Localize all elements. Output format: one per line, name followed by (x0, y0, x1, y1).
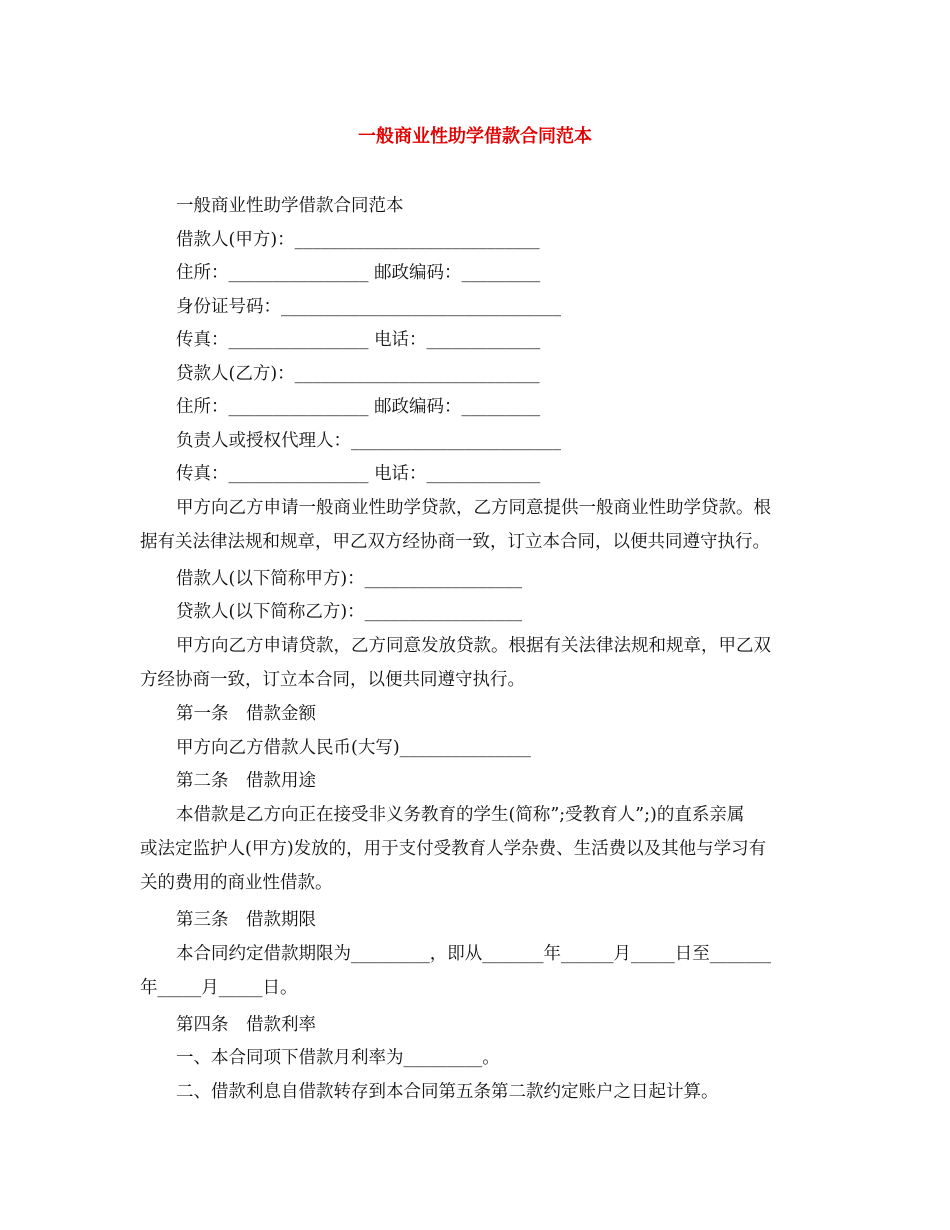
paragraph-line: 或法定监护人(甲方)发放的，用于支付受教育人学杂费、生活费以及其他与学习有 (140, 839, 767, 859)
paragraph-line: 本合同约定借款期限为_________，即从_______年______月_____日至_______ (176, 944, 771, 964)
article-heading: 第三条 借款期限 (176, 910, 316, 930)
doc-subtitle: 一般商业性助学借款合同范本 (176, 196, 404, 216)
borrower-short-field: 借款人(以下简称甲方)：__________________ (176, 569, 523, 589)
lender-field: 贷款人(乙方)：____________________________ (176, 364, 540, 384)
borrower-fax-phone-field: 传真：________________ 电话：_____________ (176, 330, 541, 350)
document-title: 一般商业性助学借款合同范本 (358, 126, 592, 147)
paragraph-line: 甲方向乙方申请一般商业性助学贷款，乙方同意提供一般商业性助学贷款。根 (176, 498, 771, 518)
borrower-address-field: 住所：________________ 邮政编码：_________ (176, 263, 541, 283)
paragraph-line: 本借款是乙方向正在接受非义务教育的学生(简称”;受教育人”;)的直系亲属 (176, 805, 745, 825)
paragraph-line: 一、本合同项下借款月利率为_________。 (176, 1048, 500, 1068)
borrower-field: 借款人(甲方)：____________________________ (176, 230, 540, 250)
id-number-field: 身份证号码：________________________________ (176, 297, 561, 317)
representative-field: 负责人或授权代理人：________________________ (176, 431, 561, 451)
paragraph-line: 甲方向乙方申请贷款，乙方同意发放贷款。根据有关法律法规和规章，甲乙双 (176, 636, 771, 656)
paragraph-line: 年_____月_____日。 (140, 978, 298, 998)
lender-short-field: 贷款人(以下简称乙方)：__________________ (176, 602, 523, 622)
paragraph-line: 甲方向乙方借款人民币(大写)_______________ (176, 738, 531, 758)
paragraph-line: 据有关法律法规和规章，甲乙双方经协商一致，订立本合同，以便共同遵守执行。 (140, 532, 770, 552)
lender-address-field: 住所：________________ 邮政编码：_________ (176, 397, 541, 417)
paragraph-line: 二、借款利息自借款转存到本合同第五条第二款约定账户之日起计算。 (176, 1082, 719, 1102)
article-heading: 第一条 借款金额 (176, 704, 316, 724)
article-heading: 第四条 借款利率 (176, 1015, 316, 1035)
article-heading: 第二条 借款用途 (176, 771, 316, 791)
paragraph-line: 方经协商一致，订立本合同，以便共同遵守执行。 (140, 670, 525, 690)
paragraph-line: 关的费用的商业性借款。 (140, 873, 333, 893)
lender-fax-phone-field: 传真：________________ 电话：_____________ (176, 464, 541, 484)
